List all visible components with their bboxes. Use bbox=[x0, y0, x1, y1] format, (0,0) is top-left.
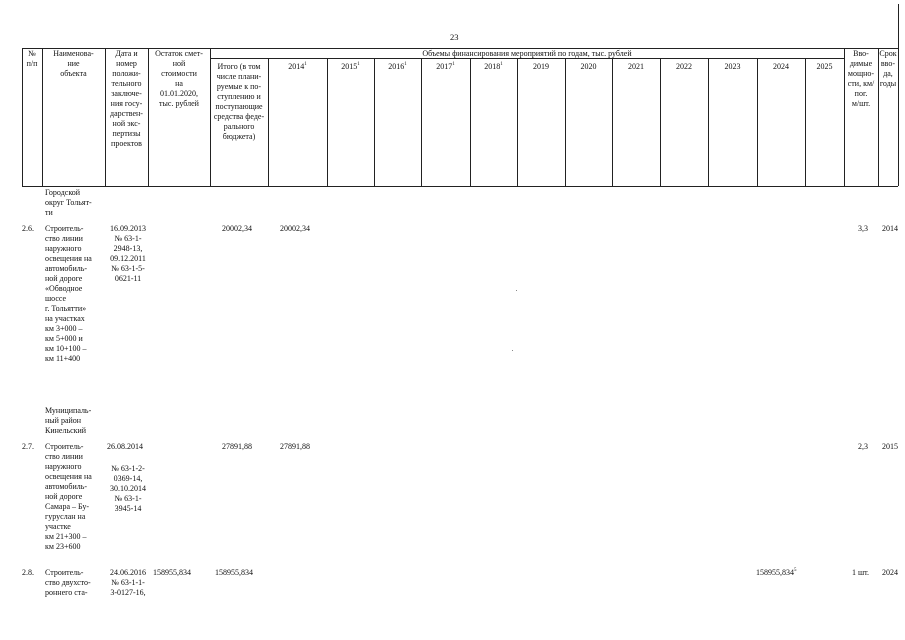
header-year-2017: 2017$^1$ bbox=[436, 62, 455, 71]
row-term: 2015 bbox=[882, 442, 898, 451]
page-edge-line bbox=[898, 4, 899, 50]
row-year-2024-value: 158955,834$^5$ bbox=[756, 568, 797, 577]
header-capacity: Вво- димые мощно- сти, км/ пог. м/шт. bbox=[847, 49, 875, 108]
group-title-kinelsky: Муниципаль- ный район Кинельский bbox=[45, 406, 92, 435]
page-number: 23 bbox=[450, 32, 459, 42]
row-date: 24.06.2016 № 63-1-1- 3-0127-16, bbox=[110, 568, 146, 597]
row-total: 20002,34 bbox=[222, 224, 252, 233]
row-date-rest: № 63-1-2- 0369-14, 30.10.2014 № 63-1- 3945-14 bbox=[110, 464, 146, 513]
header-year-2015: 2015$^1$ bbox=[341, 62, 360, 71]
speck bbox=[512, 350, 513, 351]
row-year-2014-value: 20002,34 bbox=[280, 224, 310, 233]
row-num: 2.8. bbox=[22, 568, 34, 577]
header-name: Наименова- ние объекта bbox=[53, 49, 94, 78]
row-term: 2014 bbox=[882, 224, 898, 233]
header-year-2021: 2021 bbox=[628, 62, 644, 71]
header-num: № п/п bbox=[26, 49, 38, 68]
header-year-2024: 2024 bbox=[773, 62, 789, 71]
row-total: 158955,834 bbox=[215, 568, 253, 577]
row-name: Строитель- ство линии наружного освещения на автомобиль- ной дороге Самара – Бу- гуруслан на участке км 21+300 – км 23+600 bbox=[45, 442, 92, 551]
header-year-2022: 2022 bbox=[676, 62, 692, 71]
row-date: 16.09.2013 № 63-1- 2948-13, 09.12.2011 № 63-1-5- 0621-11 bbox=[110, 224, 146, 283]
header-group-title: Объемы финансирования мероприятий по годам, тыс. рублей bbox=[422, 49, 632, 58]
speck bbox=[516, 290, 517, 291]
group-title-togliatti: Городской округ Тольят- ти bbox=[45, 188, 92, 217]
header-year-2018: 2018$^1$ bbox=[484, 62, 503, 71]
header-year-2014: 2014$^1$ bbox=[288, 62, 307, 71]
header-rest: Остаток смет- ной стоимости на 01.01.2020, тыс. рублей bbox=[155, 49, 203, 108]
row-rest: 158955,834 bbox=[153, 568, 191, 577]
header-year-2023: 2023 bbox=[724, 62, 741, 71]
row-name: Строитель- ство двухсто- роннего ста- bbox=[45, 568, 91, 597]
row-capacity: 3,3 bbox=[858, 224, 868, 233]
header-date: Дата и номер положи- тельного заключе- ния госу- дарствен- ной экс- пертизы проектов bbox=[110, 49, 143, 148]
row-term: 2024 bbox=[882, 568, 898, 577]
row-num: 2.7. bbox=[22, 442, 34, 451]
header-year-2025: 2025 bbox=[816, 62, 833, 71]
row-capacity: 2,3 bbox=[858, 442, 868, 451]
row-capacity: 1 шт. bbox=[852, 568, 870, 577]
row-date-first: 26.08.2014 bbox=[107, 442, 143, 451]
row-num: 2.6. bbox=[22, 224, 34, 233]
header-term: Срок вво- да, годы bbox=[879, 49, 897, 88]
header-year-2020: 2020 bbox=[580, 62, 597, 71]
header-year-2019: 2019 bbox=[533, 62, 549, 71]
header-total: Итого (в том числе плани- руемые к по- ступлению и поступающие средства феде- рального бюджета) bbox=[213, 62, 265, 141]
row-year-2014-value: 27891,88 bbox=[280, 442, 310, 451]
header-year-2016: 2016$^1$ bbox=[388, 62, 407, 71]
row-name: Строитель- ство линии наружного освещения на автомобиль- ной дороге «Обводное шоссе г. Тольятти» на участках км 3+000 – км 5+000 и км 10+100 – км 11+400 bbox=[45, 224, 92, 363]
row-total: 27891,88 bbox=[222, 442, 252, 451]
